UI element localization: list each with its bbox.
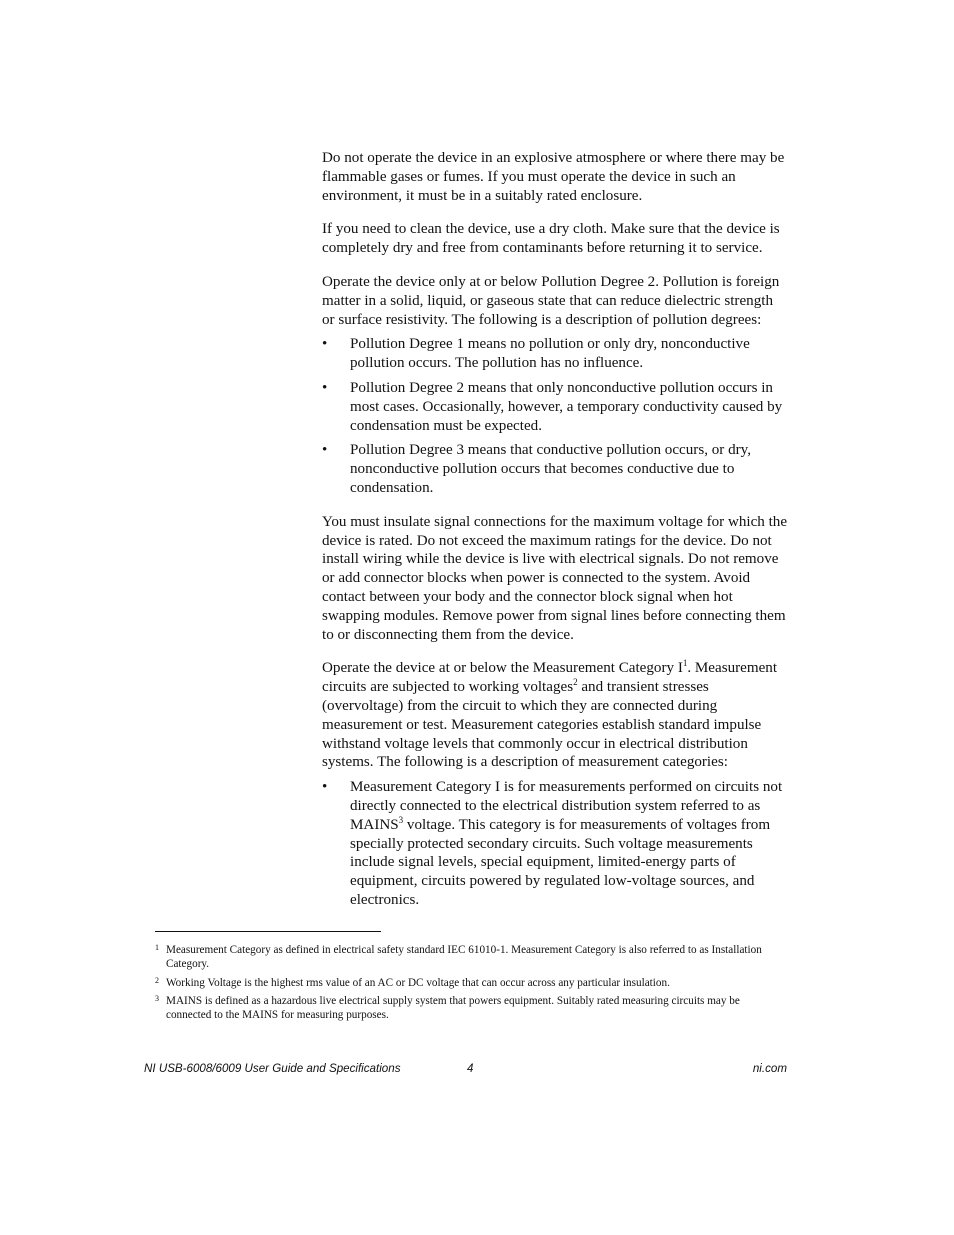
text-run: voltage. This category is for measurements of voltages from specially protected secondary circuits. Such voltage measurements include signal levels, special equipment, limited-energy parts of equipment, circuits powered by regulated low-voltage sources, and electronics. — [350, 816, 771, 908]
footer-document-title: NI USB-6008/6009 User Guide and Specifications — [144, 1062, 401, 1075]
page-footer — [144, 1062, 787, 1078]
list-item — [322, 778, 788, 910]
footnote-3 — [155, 994, 787, 1023]
paragraph-measurement-category — [322, 659, 788, 772]
paragraph-explosive-atmosphere: Do not operate the device in an explosive atmosphere or where there may be flammable gases or fumes. If you must operate the device in such an environment, it must be in a suitably rated enclosure. — [322, 150, 785, 204]
measurement-category-list — [322, 778, 788, 910]
footnote-2 — [155, 976, 787, 990]
footnote-number: 3 — [155, 993, 159, 1003]
paragraph-pollution-degree: Operate the device only at or below Pollution Degree 2. Pollution is foreign matter in a solid, liquid, or gaseous state that can reduce dielectric strength or surface resistivity. The following is a description of pollution degrees: — [322, 273, 780, 328]
footnote-divider — [155, 931, 381, 932]
footnotes — [155, 943, 787, 1026]
paragraph-cleaning: If you need to clean the device, use a dry cloth. Make sure that the device is completely dry and free from contaminants before returning it to service. — [322, 221, 780, 257]
bullet-marker: • — [322, 779, 328, 796]
list-item — [322, 441, 788, 497]
bullet-marker: • — [322, 442, 328, 459]
footer-page-number: 4 — [467, 1062, 474, 1075]
footnote-number: 1 — [155, 943, 159, 952]
footnote-text: MAINS is defined as a hazardous live electrical supply system that powers equipment. Suitably rated measuring circuits may be connected to the MAINS for measuring purposes. — [166, 994, 740, 1022]
body-text-column — [322, 149, 788, 925]
text-run: and transient stresses (overvoltage) from the circuit to which they are connected during measurement or test. Measurement categories establish standard impulse withstand voltage levels that commonly occur in electrical distribution systems. The following is a description of measurement categories: — [322, 679, 762, 771]
pollution-degree-list — [322, 335, 788, 497]
list-item-text — [350, 779, 782, 908]
footnote-ref-1[interactable]: 1 — [682, 658, 688, 669]
footnote-ref-3[interactable]: 3 — [398, 814, 404, 825]
text-run: Operate the device at or below the Measurement Category I — [322, 660, 683, 677]
paragraph-signal-insulation: You must insulate signal connections for the maximum voltage for which the device is rated. Do not exceed the maximum ratings for the device. Do not install wiring while the device is live with electrical signals. Do not remove or add connector blocks when power is connected to the system. Avoid contact between your body and the connector block signal when hot swapping modules. Remove power from signal lines before connecting them to or disconnecting them from the device. — [322, 513, 788, 643]
bullet-marker: • — [322, 336, 328, 353]
list-item — [322, 335, 788, 373]
footnote-text: Measurement Category as defined in electrical safety standard IEC 61010-1. Measurement Category is also referred to as Installation Category. — [166, 944, 762, 971]
list-item-text: Pollution Degree 1 means no pollution or only dry, nonconductive pollution occurs. The pollution has no influence. — [350, 336, 750, 372]
footnote-text: Working Voltage is the highest rms value of an AC or DC voltage that can occur across any particular insulation. — [166, 976, 670, 989]
footer-website-link[interactable]: ni.com — [752, 1062, 787, 1075]
text-run: Measurement Category I is for measurements performed on circuits not directly connected to the electrical distribution system referred to as MAINS — [350, 779, 783, 833]
list-item — [322, 379, 788, 435]
list-item-text: Pollution Degree 3 means that conductive pollution occurs, or dry, nonconductive pollution occurs that becomes conductive due to condensation. — [350, 442, 752, 496]
footnote-number: 2 — [155, 975, 159, 985]
footnote-1 — [155, 943, 787, 972]
text-run: . Measurement circuits are subjected to working voltages — [322, 660, 778, 696]
list-item-text: Pollution Degree 2 means that only nonconductive pollution occurs in most cases. Occasionally, however, a temporary conductivity caused by condensation must be expected. — [350, 379, 783, 434]
footnote-ref-2[interactable]: 2 — [573, 677, 578, 688]
bullet-marker: • — [322, 379, 328, 396]
